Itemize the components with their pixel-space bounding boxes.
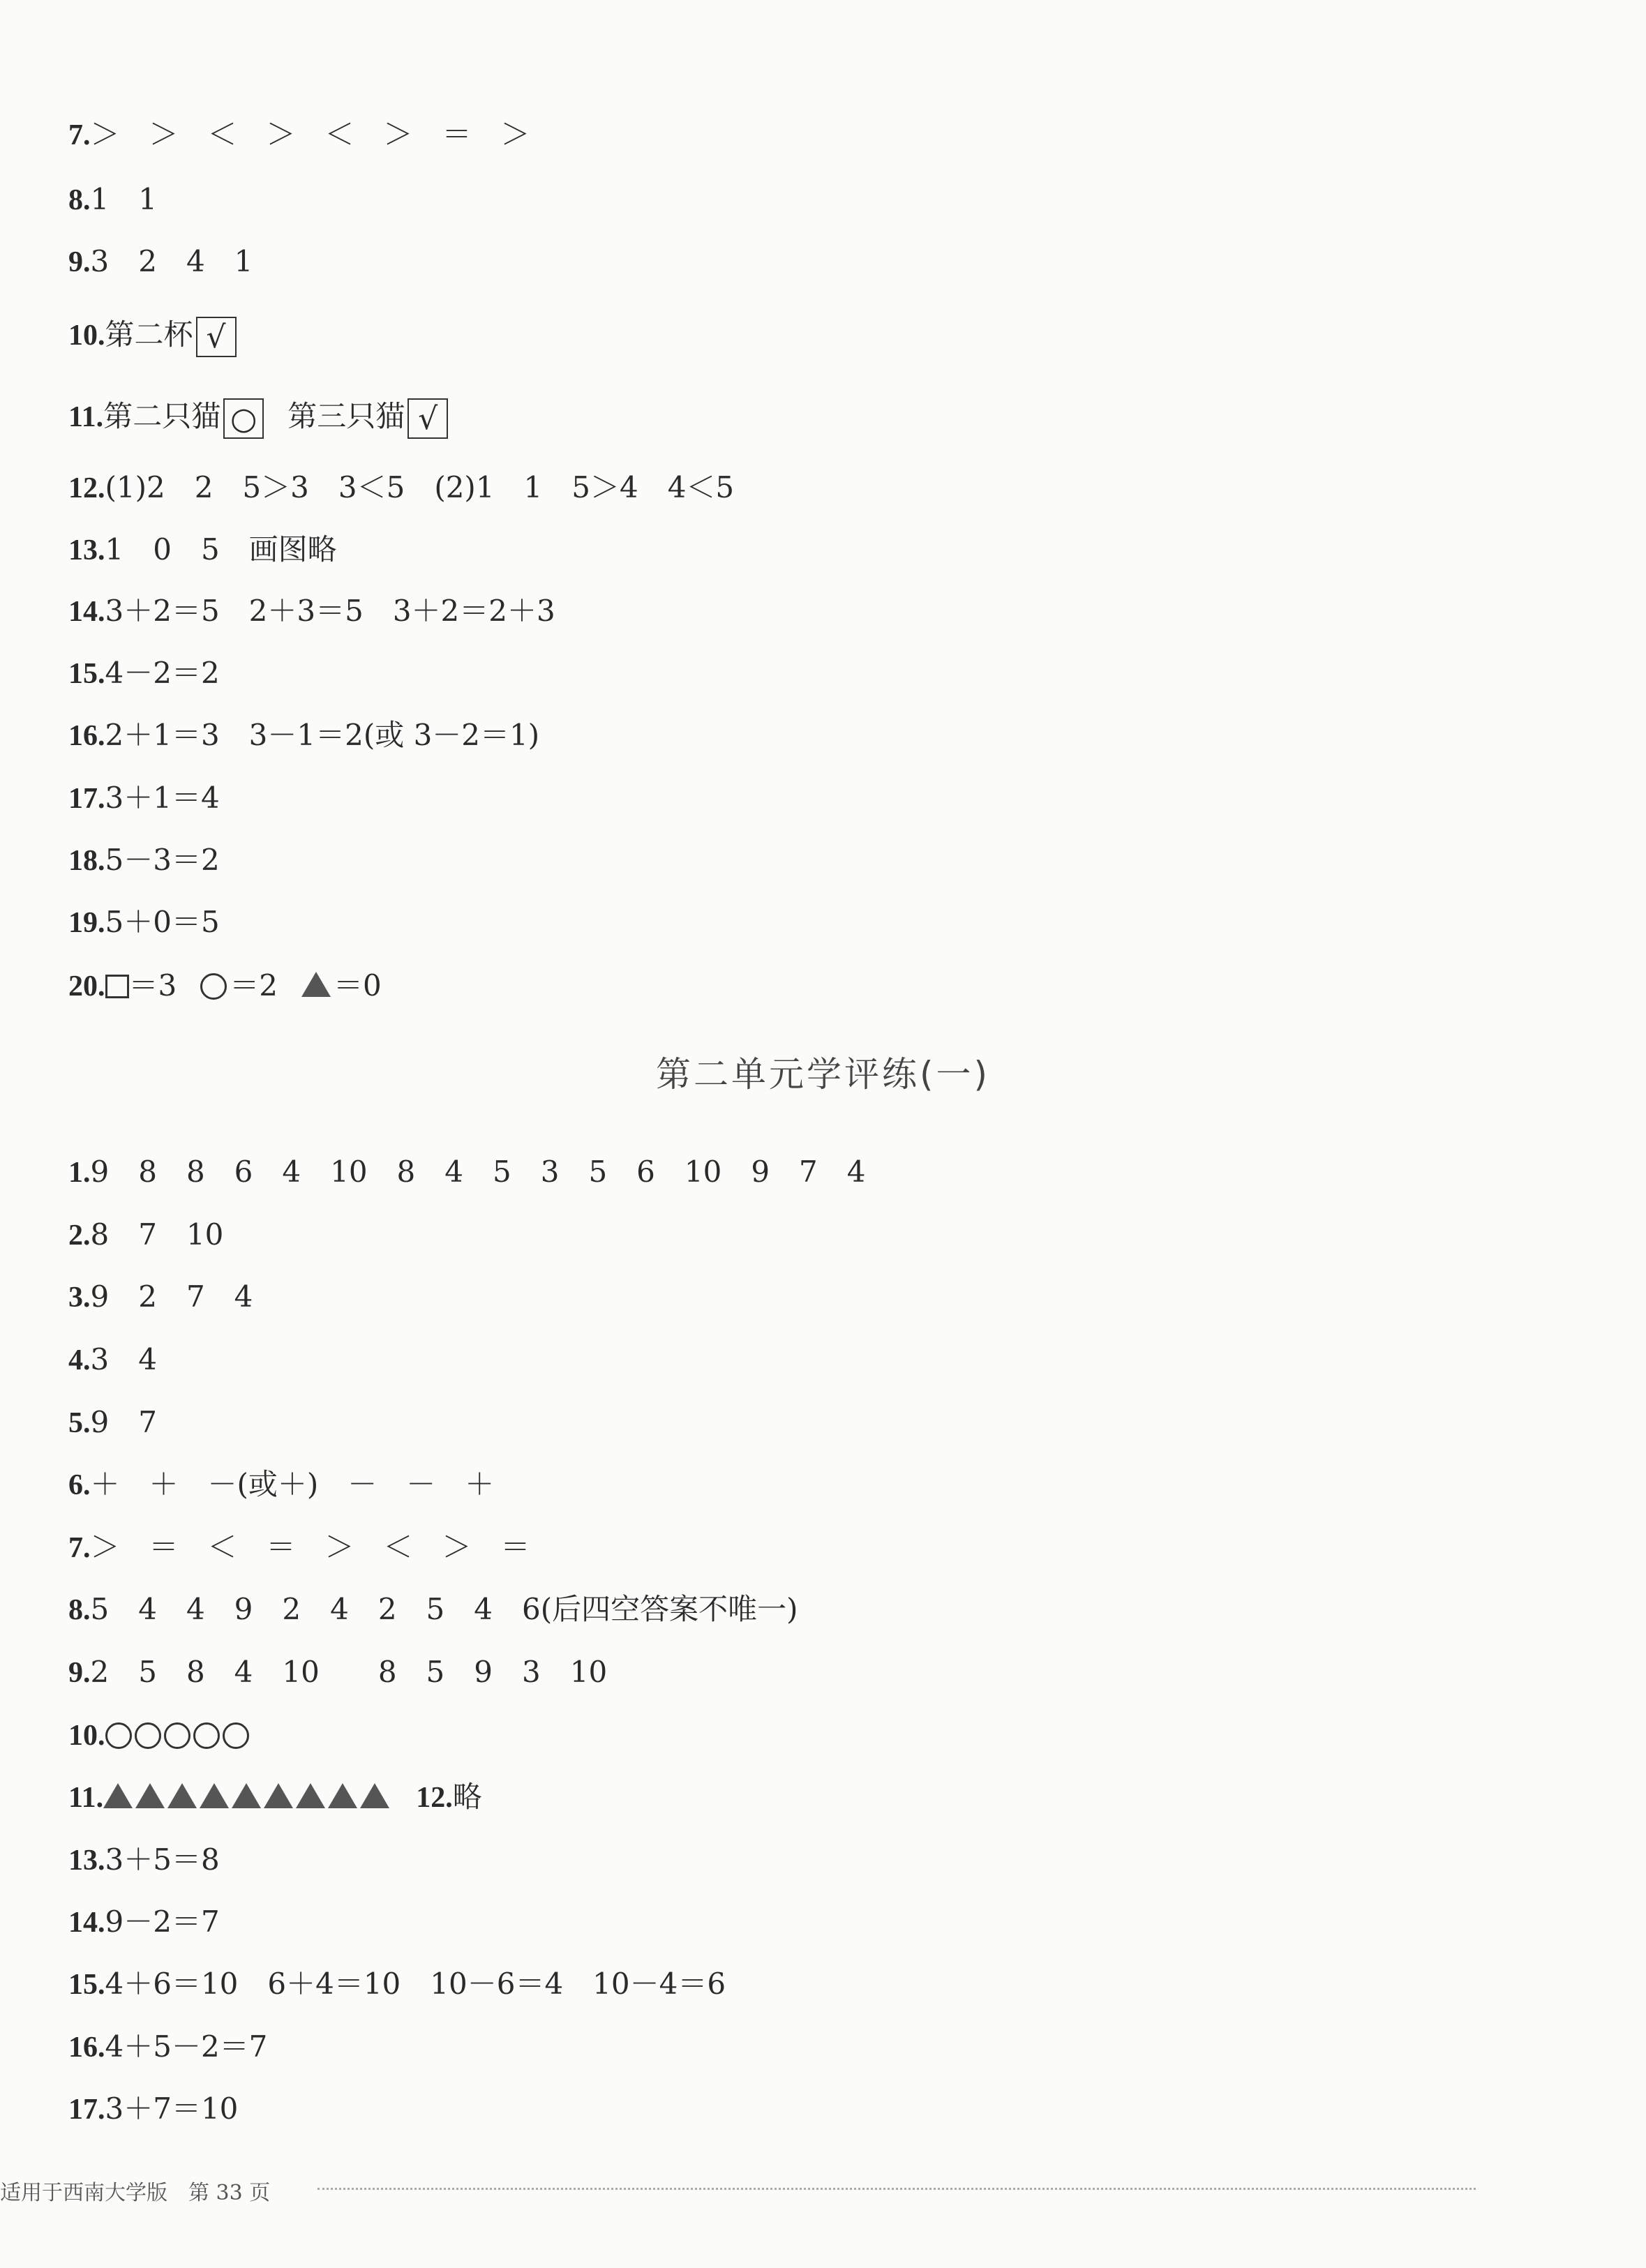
circle-icon	[164, 1722, 190, 1749]
answer-text: 3＋2＝5 2＋3＝5 3＋2＝2＋3	[105, 594, 555, 628]
answer-text: (1)2 2 5＞3 3＜5 (2)1 1 5＞4 4＜5	[105, 470, 735, 504]
page-footer: 适用于西南大学版 第 33 页	[0, 2181, 271, 2205]
answer-2-5: 5.9 7	[68, 1405, 157, 1439]
answer-9: 9.3 2 4 1	[68, 244, 253, 278]
answer-text: 9－2＝7	[105, 1905, 220, 1939]
answer-text: 5 4 4 9 2 4 2 5 4 6(后四空答案不唯一)	[90, 1592, 798, 1626]
answer-text: 第二杯	[105, 317, 193, 352]
circle-box: ○	[223, 398, 264, 439]
answer-14: 14.3＋2＝5 2＋3＝5 3＋2＝2＋3	[68, 594, 555, 628]
answer-text: 4＋5－2＝7	[105, 2029, 268, 2064]
answer-2-3: 3.9 2 7 4	[68, 1279, 253, 1314]
check-box: √	[196, 317, 237, 357]
answer-text: 5＋0＝5	[105, 905, 220, 939]
answer-text: 3 4	[90, 1342, 157, 1376]
answer-text: 4－2＝2	[105, 656, 220, 690]
answer-text: 1 1	[90, 182, 157, 216]
section-title: 第二单元学评练(一)	[655, 1054, 990, 1095]
answer-2-9: 9.2 5 8 4 10 8 5 9 3 10	[68, 1655, 608, 1689]
answer-text: 3＋5＝8	[105, 1842, 220, 1877]
answer-text: ＞ ＝ ＜ ＝ ＞ ＜ ＞ ＝	[90, 1530, 530, 1564]
footer-divider	[317, 2188, 1476, 2190]
triangle-icon	[135, 1783, 165, 1808]
circle-icon	[135, 1722, 161, 1749]
answer-13: 13.1 0 5 画图略	[68, 532, 337, 566]
answer-2-14: 14.9－2＝7	[68, 1905, 220, 1939]
answer-text: 2 5 8 4 10 8 5 9 3 10	[90, 1655, 608, 1689]
answer-17: 17.3＋1＝4	[68, 781, 220, 815]
answer-11: 11.第二只猫 ○ 第三只猫 √	[68, 392, 448, 441]
answer-text-2: 第三只猫	[287, 399, 405, 433]
answer-text: ＞ ＞ ＜ ＞ ＜ ＞ ＝ ＞	[90, 117, 530, 151]
circle-icon	[223, 1722, 249, 1749]
answer-2-2: 2.8 7 10	[68, 1217, 224, 1252]
square-icon	[105, 975, 129, 998]
square-value: ＝3	[128, 968, 177, 1002]
answer-text: 3＋1＝4	[105, 781, 220, 815]
answer-2-10: 10.	[68, 1711, 252, 1759]
triangle-icon	[232, 1783, 261, 1808]
triangle-icon	[103, 1783, 133, 1808]
answer-text: 9 7	[90, 1405, 157, 1439]
answer-2-15: 15.4＋6＝10 6＋4＝10 10－6＝4 10－4＝6	[68, 1967, 726, 2001]
answer-text: 第二只猫	[103, 399, 221, 433]
answer-2-16: 16.4＋5－2＝7	[68, 2029, 268, 2064]
answer-text: 1 0 5 画图略	[105, 532, 337, 566]
answer-12: 12.(1)2 2 5＞3 3＜5 (2)1 1 5＞4 4＜5	[68, 470, 735, 504]
triangle-icon	[301, 972, 331, 997]
circle-icon	[105, 1722, 132, 1749]
circle-icon	[193, 1722, 220, 1749]
answer-2-6: 6.＋ ＋ －(或＋) － － ＋	[68, 1467, 495, 1501]
answer-20: 20. ＝3 ＝2 ＝0	[68, 968, 382, 1002]
answer-text: 9 2 7 4	[90, 1279, 253, 1314]
answer-18: 18.5－3＝2	[68, 843, 220, 877]
answer-19: 19.5＋0＝5	[68, 905, 220, 939]
answer-text: 4＋6＝10 6＋4＝10 10－6＝4 10－4＝6	[105, 1967, 726, 2001]
check-box: √	[407, 398, 448, 439]
answer-2-7: 7.＞ ＝ ＜ ＝ ＞ ＜ ＞ ＝	[68, 1530, 530, 1564]
triangle-icon	[167, 1783, 197, 1808]
answer-2-13: 13.3＋5＝8	[68, 1842, 220, 1877]
triangle-icon	[360, 1783, 389, 1808]
answer-text: 3＋7＝10	[105, 2091, 239, 2126]
answer-16: 16.2＋1＝3 3－1＝2(或 3－2＝1)	[68, 718, 540, 752]
triangle-icon	[264, 1783, 293, 1808]
answer-text: ＋ ＋ －(或＋) － － ＋	[90, 1467, 495, 1501]
answer-8: 8.1 1	[68, 182, 157, 216]
triangle-icon	[328, 1783, 357, 1808]
answer-text: 3 2 4 1	[90, 244, 253, 278]
answer-2-8: 8.5 4 4 9 2 4 2 5 4 6(后四空答案不唯一)	[68, 1592, 798, 1626]
answer-2-11: 11. 12.略	[68, 1780, 482, 1814]
triangle-icon	[200, 1783, 229, 1808]
answer-text: 8 7 10	[90, 1217, 224, 1252]
answer-text: 2＋1＝3 3－1＝2(或 3－2＝1)	[105, 718, 540, 752]
answer-2-1: 1.9 8 8 6 4 10 8 4 5 3 5 6 10 9 7 4	[68, 1155, 866, 1189]
circle-value: ＝2	[230, 968, 278, 1002]
answer-text: 9 8 8 6 4 10 8 4 5 3 5 6 10 9 7 4	[90, 1155, 866, 1189]
circles-row	[105, 1718, 252, 1752]
answer-2-12-text: 略	[452, 1780, 482, 1814]
answer-10: 10.第二杯 √	[68, 310, 237, 359]
answer-15: 15.4－2＝2	[68, 656, 220, 690]
answer-2-17: 17.3＋7＝10	[68, 2091, 239, 2126]
triangle-value: ＝0	[333, 968, 382, 1002]
answer-2-12-num: 12.	[416, 1782, 453, 1814]
circle-icon	[200, 973, 227, 1000]
triangle-icon	[296, 1783, 325, 1808]
answer-2-4: 4.3 4	[68, 1342, 157, 1376]
answer-text: 5－3＝2	[105, 843, 220, 877]
triangles-row	[103, 1780, 392, 1814]
answer-7: 7.＞ ＞ ＜ ＞ ＜ ＞ ＝ ＞	[68, 117, 530, 151]
